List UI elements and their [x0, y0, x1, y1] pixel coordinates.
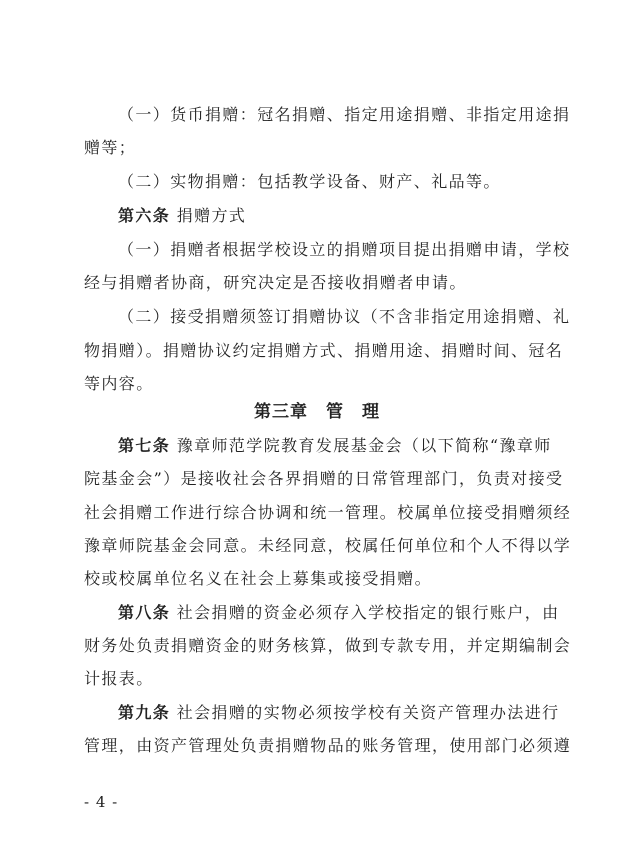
article-number: 第七条	[118, 436, 171, 455]
article-number: 第八条	[118, 603, 171, 622]
text-line: 赠等；	[84, 138, 137, 157]
article-line	[118, 703, 588, 723]
text-line: 计报表。	[84, 669, 154, 688]
article-text: 社会捐赠的资金必须存入学校指定的银行账户，由	[170, 603, 560, 622]
text-line: （二）实物捐赠：包括教学设备、财产、礼品等。	[118, 172, 501, 191]
article-text: 豫章师范学院教育发展基金会（以下简称“豫章师	[170, 436, 552, 455]
article-number: 第九条	[118, 703, 171, 722]
text-line: 院基金会”）是接收社会各界捐赠的日常管理部门，负责对接受	[84, 469, 564, 488]
article-line	[118, 206, 588, 226]
text-line: 等内容。	[84, 374, 154, 393]
article-line	[118, 436, 588, 456]
article-line	[118, 603, 588, 623]
chapter-heading: 第三章 管 理	[254, 402, 380, 422]
text-line: 管理，由资产管理处负责捐赠物品的账务管理，使用部门必须遵	[84, 736, 572, 755]
text-line: （一）货币捐赠：冠名捐赠、指定用途捐赠、非指定用途捐	[118, 105, 571, 124]
page-number: - 4 -	[84, 793, 119, 811]
article-number: 第六条	[118, 206, 171, 225]
text-line: （二）接受捐赠须签订捐赠协议（不含非指定用途捐赠、礼	[118, 307, 571, 326]
text-line: 经与捐赠者协商，研究决定是否接收捐赠者申请。	[84, 273, 467, 292]
text-line: （一）捐赠者根据学校设立的捐赠项目提出捐赠申请，学校	[118, 240, 571, 259]
article-text: 社会捐赠的实物必须按学校有关资产管理办法进行	[170, 703, 560, 722]
text-line: 校或校属单位名义在社会上募集或接受捐赠。	[84, 569, 433, 588]
article-text: 捐赠方式	[170, 206, 247, 225]
text-line: 物捐赠）。捐赠协议约定捐赠方式、捐赠用途、捐赠时间、冠名	[84, 341, 564, 360]
text-line: 社会捐赠工作进行综合协调和统一管理。校属单位接受捐赠须经	[84, 503, 572, 522]
text-line: 豫章师院基金会同意。未经同意，校属任何单位和个人不得以学	[84, 536, 572, 555]
text-line: 财务处负责捐赠资金的财务核算，做到专款专用，并定期编制会	[84, 636, 572, 655]
